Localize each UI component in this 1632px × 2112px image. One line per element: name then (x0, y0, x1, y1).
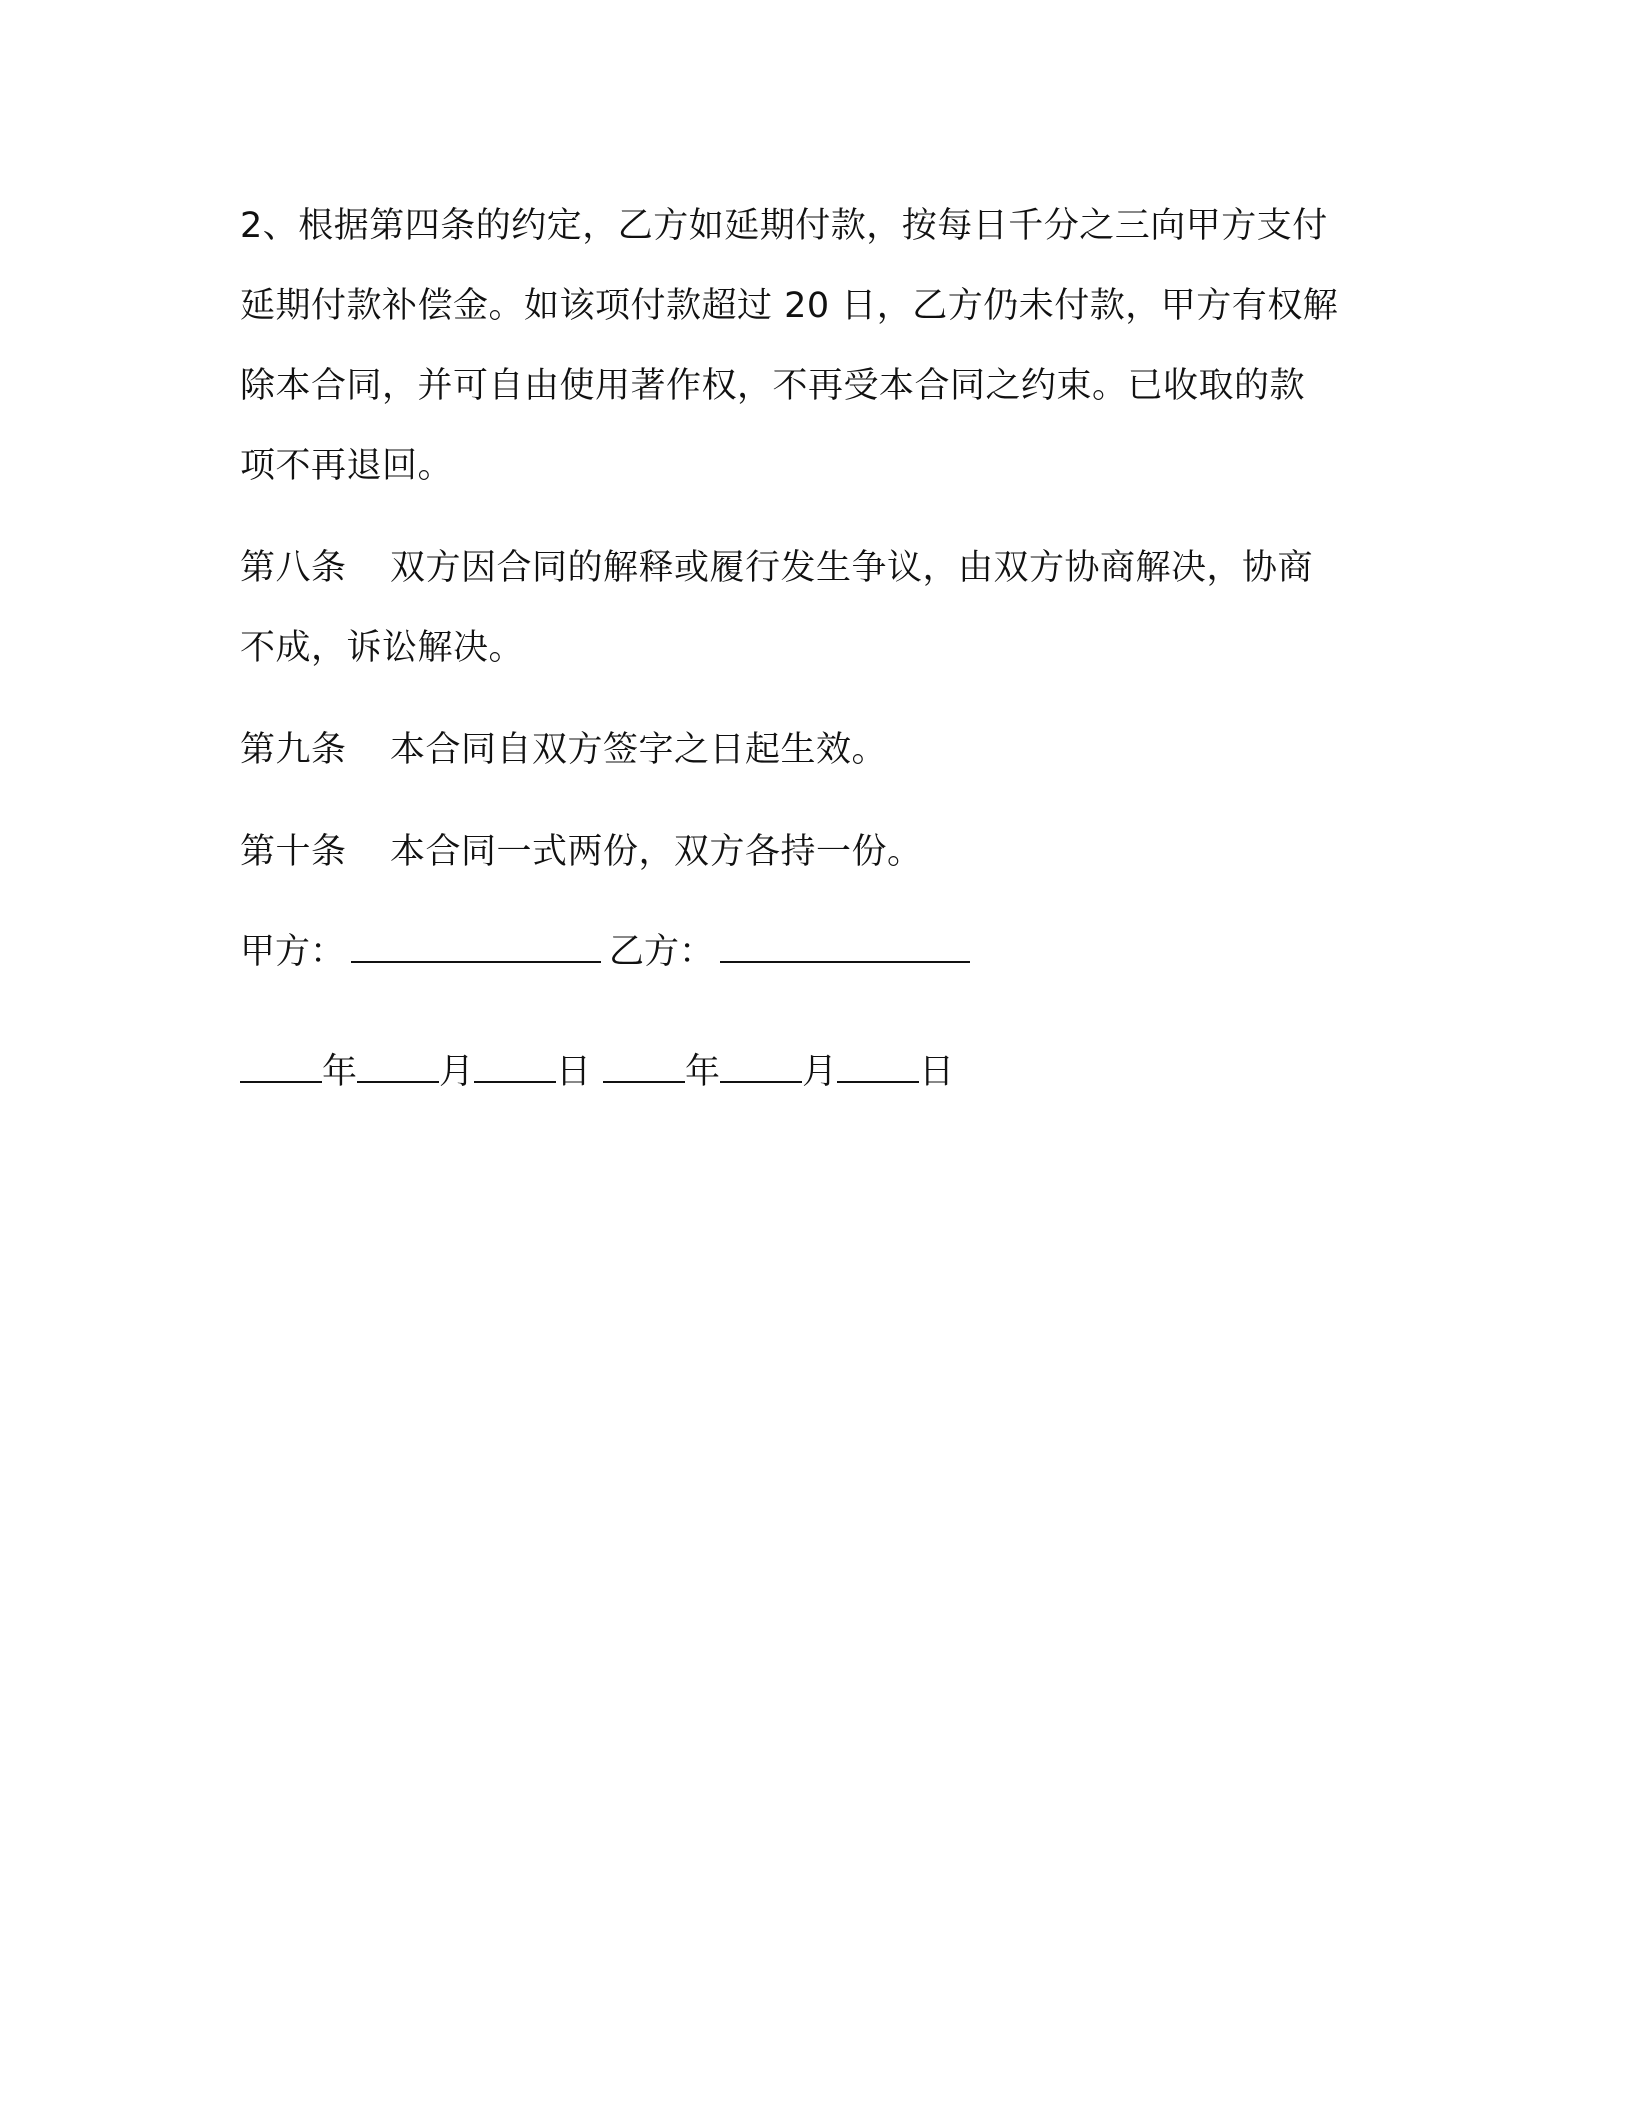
article-10-line (240, 812, 1390, 892)
article-8-heading: 第八条 (240, 548, 347, 588)
party-a-label: 甲方： (240, 932, 346, 972)
year-label: 年 (685, 1052, 721, 1092)
article-9-text: 本合同自双方签字之日起生效。 (390, 730, 888, 770)
party-b-label: 乙方： (609, 932, 715, 972)
day-label: 日 (556, 1052, 592, 1092)
year-label: 年 (322, 1052, 358, 1092)
article-8-text: 双方因合同的解释或履行发生争议，由双方协商解决，协商 (390, 548, 1314, 588)
clause-2-line: 延期付款补偿金。如该项付款超过 20 日，乙方仍未付款，甲方有权解 (240, 286, 1339, 326)
day-label: 日 (919, 1052, 955, 1092)
date-row (240, 1032, 1390, 1112)
party-b-signature-blank[interactable] (720, 929, 970, 963)
month-label: 月 (439, 1052, 475, 1092)
party-b-day-blank[interactable] (837, 1049, 919, 1083)
document-body (240, 186, 1390, 1112)
party-a-year-blank[interactable] (240, 1049, 322, 1083)
clause-2-line: 2、根据第四条的约定，乙方如延期付款，按每日千分之三向甲方支付 (240, 206, 1328, 246)
clause-2-line: 项不再退回。 (240, 446, 454, 486)
article-8-paragraph (240, 528, 1390, 688)
article-9-heading: 第九条 (240, 730, 347, 770)
article-9-paragraph (240, 710, 1390, 790)
month-label: 月 (802, 1052, 838, 1092)
party-a-month-blank[interactable] (357, 1049, 439, 1083)
article-8-first-line (240, 528, 1390, 608)
article-9-line (240, 710, 1390, 790)
article-10-text: 本合同一式两份，双方各持一份。 (390, 832, 923, 872)
clause-2-line: 除本合同，并可自由使用著作权，不再受本合同之约束。已收取的款 (240, 366, 1306, 406)
party-a-signature-blank[interactable] (351, 929, 601, 963)
clause-2-paragraph (240, 186, 1390, 506)
signature-row (240, 912, 1390, 992)
party-a-day-blank[interactable] (474, 1049, 556, 1083)
party-b-month-blank[interactable] (720, 1049, 802, 1083)
party-b-year-blank[interactable] (603, 1049, 685, 1083)
article-10-heading: 第十条 (240, 832, 347, 872)
article-8-line: 不成，诉讼解决。 (240, 628, 525, 668)
article-10-paragraph (240, 812, 1390, 892)
